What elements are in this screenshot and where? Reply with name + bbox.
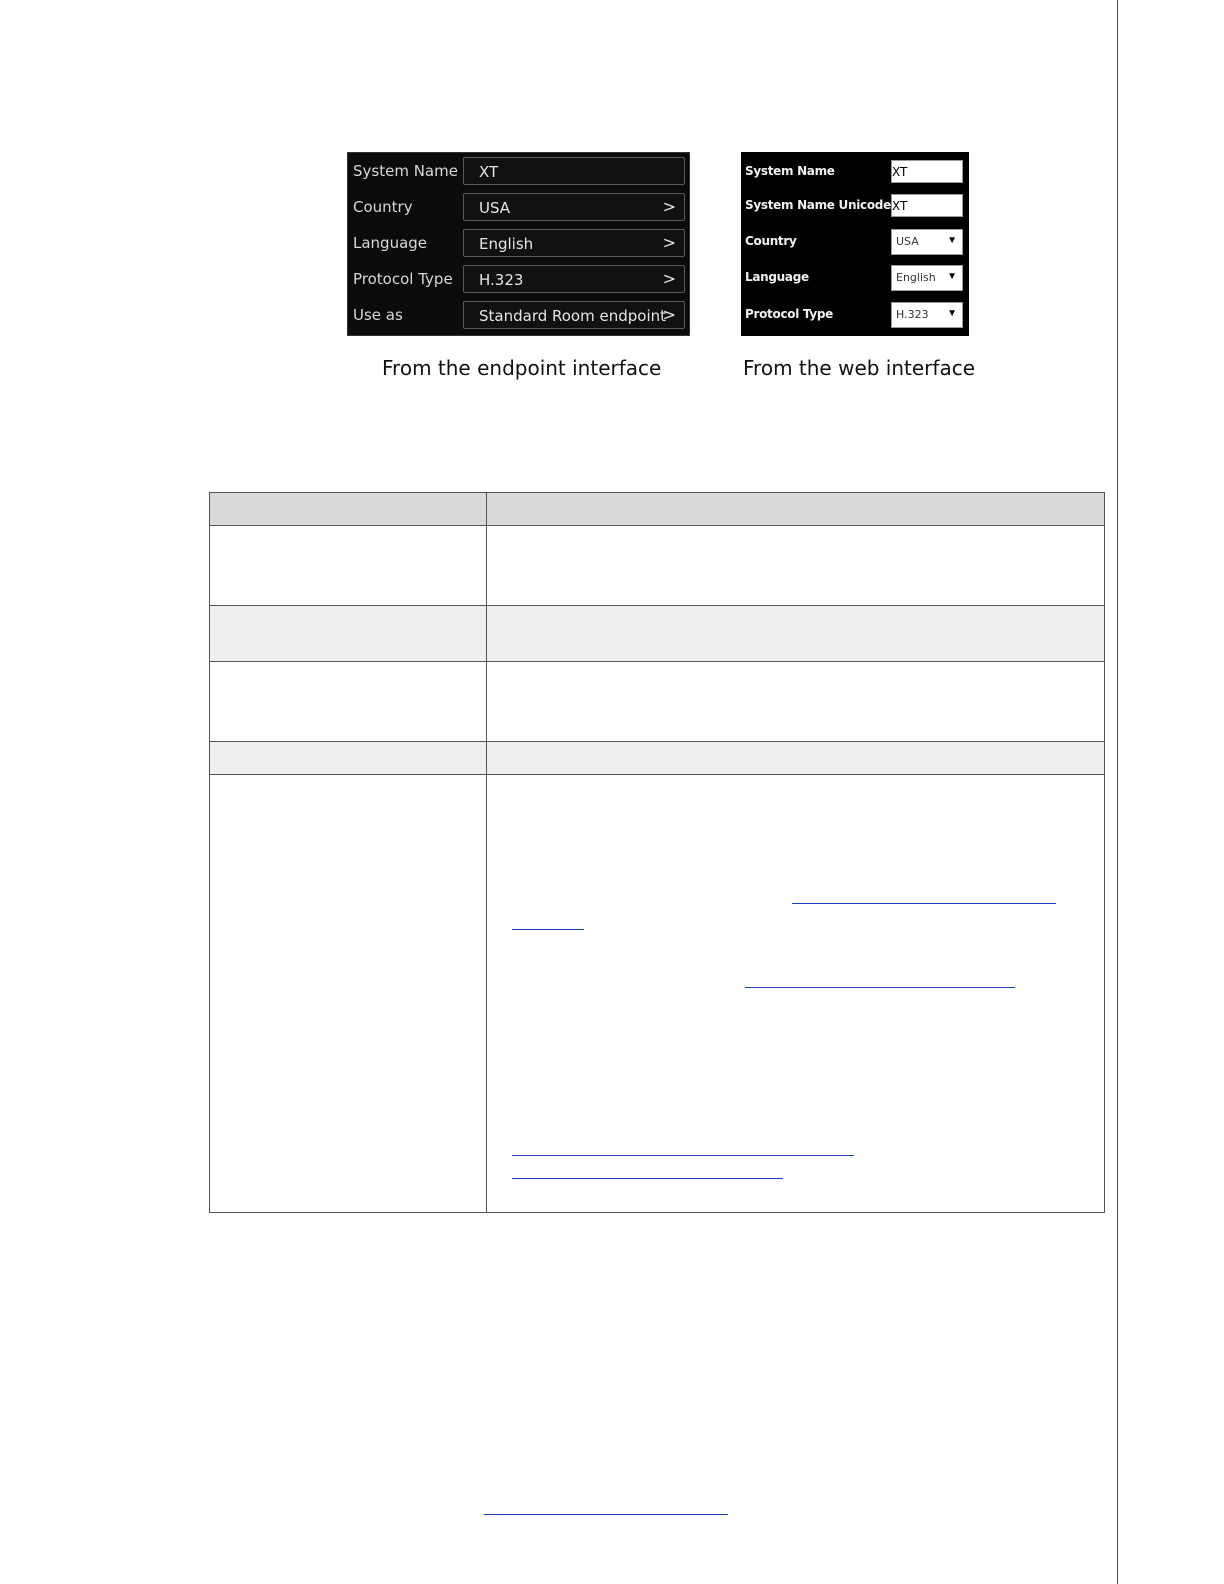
dropdown-arrow-icon: ▼	[947, 271, 957, 282]
protocol-type-select-value: H.323	[896, 308, 929, 321]
endpoint-row-label: Country	[353, 198, 413, 216]
hyperlink-underline[interactable]	[512, 1178, 783, 1179]
web-row-label: Protocol Type	[745, 307, 833, 321]
web-row-protocol-type	[741, 294, 969, 324]
protocol-type-field[interactable]	[463, 265, 685, 293]
system-name-input[interactable]	[891, 160, 963, 183]
table-cell	[487, 742, 1105, 775]
table-cell	[487, 662, 1105, 742]
table-header-row	[210, 493, 1105, 526]
endpoint-settings-panel	[347, 152, 690, 336]
table-header-cell	[210, 493, 487, 526]
table-row	[210, 742, 1105, 775]
use-as-value: Standard Room endpoint	[479, 307, 667, 325]
system-name-value: XT	[479, 163, 499, 181]
language-select[interactable]	[891, 265, 963, 291]
chevron-right-icon: >	[662, 233, 676, 252]
system-name-field[interactable]	[463, 157, 685, 185]
web-settings-panel	[741, 152, 969, 336]
web-row-system-name	[741, 152, 969, 182]
cell-links-area	[487, 775, 1104, 1212]
system-name-unicode-input[interactable]	[891, 194, 963, 217]
endpoint-row-label: System Name	[353, 162, 458, 180]
hyperlink-underline[interactable]	[512, 1155, 854, 1156]
language-value: English	[479, 235, 534, 253]
table-row	[210, 606, 1105, 662]
system-name-unicode-input-value: XT	[892, 199, 908, 213]
hyperlink-underline[interactable]	[745, 987, 1015, 988]
table-header-cell	[487, 493, 1105, 526]
country-value: USA	[479, 199, 511, 217]
endpoint-row-label: Use as	[353, 306, 403, 324]
table-cell	[210, 742, 487, 775]
table-cell	[210, 775, 487, 1213]
settings-table	[209, 492, 1105, 1213]
table-row	[210, 775, 1105, 1213]
dropdown-arrow-icon: ▼	[947, 308, 957, 319]
endpoint-row-language[interactable]	[348, 228, 689, 258]
endpoint-row-label: Language	[353, 234, 428, 252]
hyperlink-underline[interactable]	[512, 929, 584, 930]
dropdown-arrow-icon: ▼	[947, 235, 957, 246]
endpoint-row-label: Protocol Type	[353, 270, 453, 288]
endpoint-caption: From the endpoint interface	[382, 356, 662, 380]
chevron-right-icon: >	[662, 197, 676, 216]
system-name-input-value: XT	[892, 165, 908, 179]
use-as-field[interactable]	[463, 301, 685, 329]
endpoint-row-use-as[interactable]	[348, 300, 689, 330]
table-row	[210, 662, 1105, 742]
endpoint-row-country[interactable]	[348, 192, 689, 222]
hyperlink-underline[interactable]	[792, 903, 1056, 904]
chevron-right-icon: >	[662, 269, 676, 288]
table-row	[210, 526, 1105, 606]
table-cell	[487, 526, 1105, 606]
table-cell	[487, 606, 1105, 662]
web-row-language	[741, 257, 969, 287]
page-margin-line	[1117, 0, 1118, 1584]
table-cell	[210, 662, 487, 742]
footer-hyperlink-underline[interactable]	[484, 1514, 728, 1515]
endpoint-row-protocol-type[interactable]	[348, 264, 689, 294]
country-select-value: USA	[896, 235, 919, 248]
protocol-type-select[interactable]	[891, 302, 963, 328]
language-field[interactable]	[463, 229, 685, 257]
table-cell	[487, 775, 1105, 1213]
protocol-type-value: H.323	[479, 271, 524, 289]
web-row-label: System Name	[745, 164, 835, 178]
table-cell	[210, 526, 487, 606]
web-row-system-name-unicode	[741, 186, 969, 216]
chevron-right-icon: >	[662, 305, 676, 324]
country-select[interactable]	[891, 229, 963, 255]
country-field[interactable]	[463, 193, 685, 221]
web-row-label: Language	[745, 270, 809, 284]
language-select-value: English	[896, 271, 936, 284]
web-row-label: Country	[745, 234, 797, 248]
web-row-country	[741, 221, 969, 251]
web-row-label: System Name Unicode	[745, 198, 891, 212]
endpoint-row-system-name[interactable]	[348, 156, 689, 186]
web-caption: From the web interface	[743, 356, 976, 380]
table-cell	[210, 606, 487, 662]
